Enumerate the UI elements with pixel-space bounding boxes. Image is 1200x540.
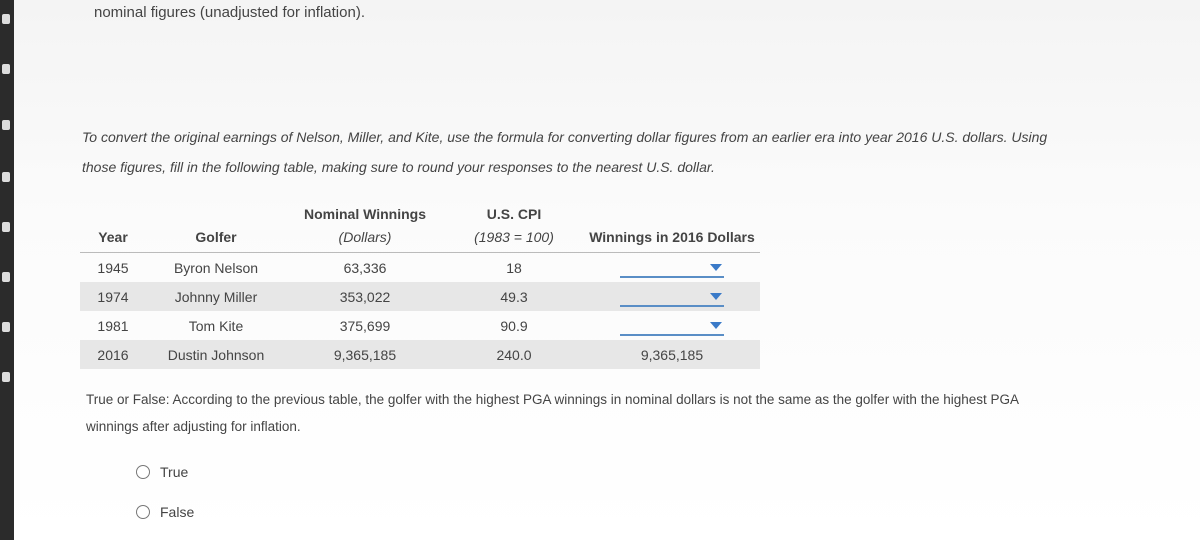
- cell-year: 1981: [97, 317, 129, 334]
- cell-nominal: 9,365,185: [286, 340, 444, 369]
- dropdown-arrow-icon: [710, 322, 722, 329]
- intro-text: nominal figures (unadjusted for inflation).: [94, 4, 365, 21]
- radio-true-label: True: [160, 464, 189, 480]
- cell-cpi: 240.0: [444, 340, 584, 369]
- radio-false-label: False: [160, 504, 195, 520]
- dropdown-arrow-icon: [710, 264, 722, 271]
- cell-cpi: 18: [506, 259, 522, 276]
- cell-year: 2016: [80, 340, 146, 369]
- cell-cpi: 90.9: [500, 317, 528, 334]
- cell-year: 1974: [80, 282, 146, 311]
- winnings-2016-dropdown-1981[interactable]: [620, 316, 724, 336]
- true-false-question: True or False: According to the previous table, the golfer with the highest PGA winnings in nominal dollars is not the same as the golfer with the highest PGA winnings after adjusting for inflation.: [86, 392, 1019, 434]
- header-us-cpi: U.S. CPI: [486, 206, 542, 222]
- instructions-text: To convert the original earnings of Nelson, Miller, and Kite, use the formula for converting dollar figures from an earlier era into year 2016 U.S. dollars. Using those figures, fill in the following table, making sure to round your responses to the nearest U.S. dollar.: [82, 129, 1048, 175]
- radio-false[interactable]: [136, 504, 194, 520]
- dropdown-arrow-icon: [710, 293, 722, 300]
- header-dollars-unit: (Dollars): [286, 222, 444, 253]
- cell-winnings-2016: 9,365,185: [584, 340, 760, 369]
- table-row: [80, 340, 760, 369]
- cell-nominal: 375,699: [339, 317, 391, 334]
- radio-circle-icon[interactable]: [136, 505, 150, 519]
- cell-year: 1945: [97, 259, 129, 276]
- question-page: [14, 0, 1200, 540]
- cell-golfer: Tom Kite: [188, 317, 244, 334]
- table-row: [80, 253, 760, 283]
- header-nominal-winnings: Nominal Winnings: [304, 206, 426, 222]
- table-row: [80, 311, 760, 340]
- cell-golfer: Johnny Miller: [146, 282, 286, 311]
- header-year: Year: [80, 222, 146, 253]
- radio-circle-icon[interactable]: [136, 465, 150, 479]
- cell-golfer: Byron Nelson: [173, 259, 259, 276]
- table-row: [80, 282, 760, 311]
- header-golfer: Golfer: [146, 222, 286, 253]
- header-winnings-2016: Winnings in 2016 Dollars: [584, 222, 760, 253]
- radio-true[interactable]: [136, 464, 188, 480]
- winnings-2016-dropdown-1945[interactable]: [620, 258, 724, 278]
- header-cpi-base: (1983 = 100): [444, 222, 584, 253]
- cell-nominal: 353,022: [286, 282, 444, 311]
- cell-nominal: 63,336: [343, 259, 387, 276]
- cell-golfer: Dustin Johnson: [146, 340, 286, 369]
- cell-cpi: 49.3: [444, 282, 584, 311]
- left-window-edge: [0, 0, 14, 540]
- pga-winnings-table: [80, 196, 760, 369]
- winnings-2016-dropdown-1974[interactable]: [620, 287, 724, 307]
